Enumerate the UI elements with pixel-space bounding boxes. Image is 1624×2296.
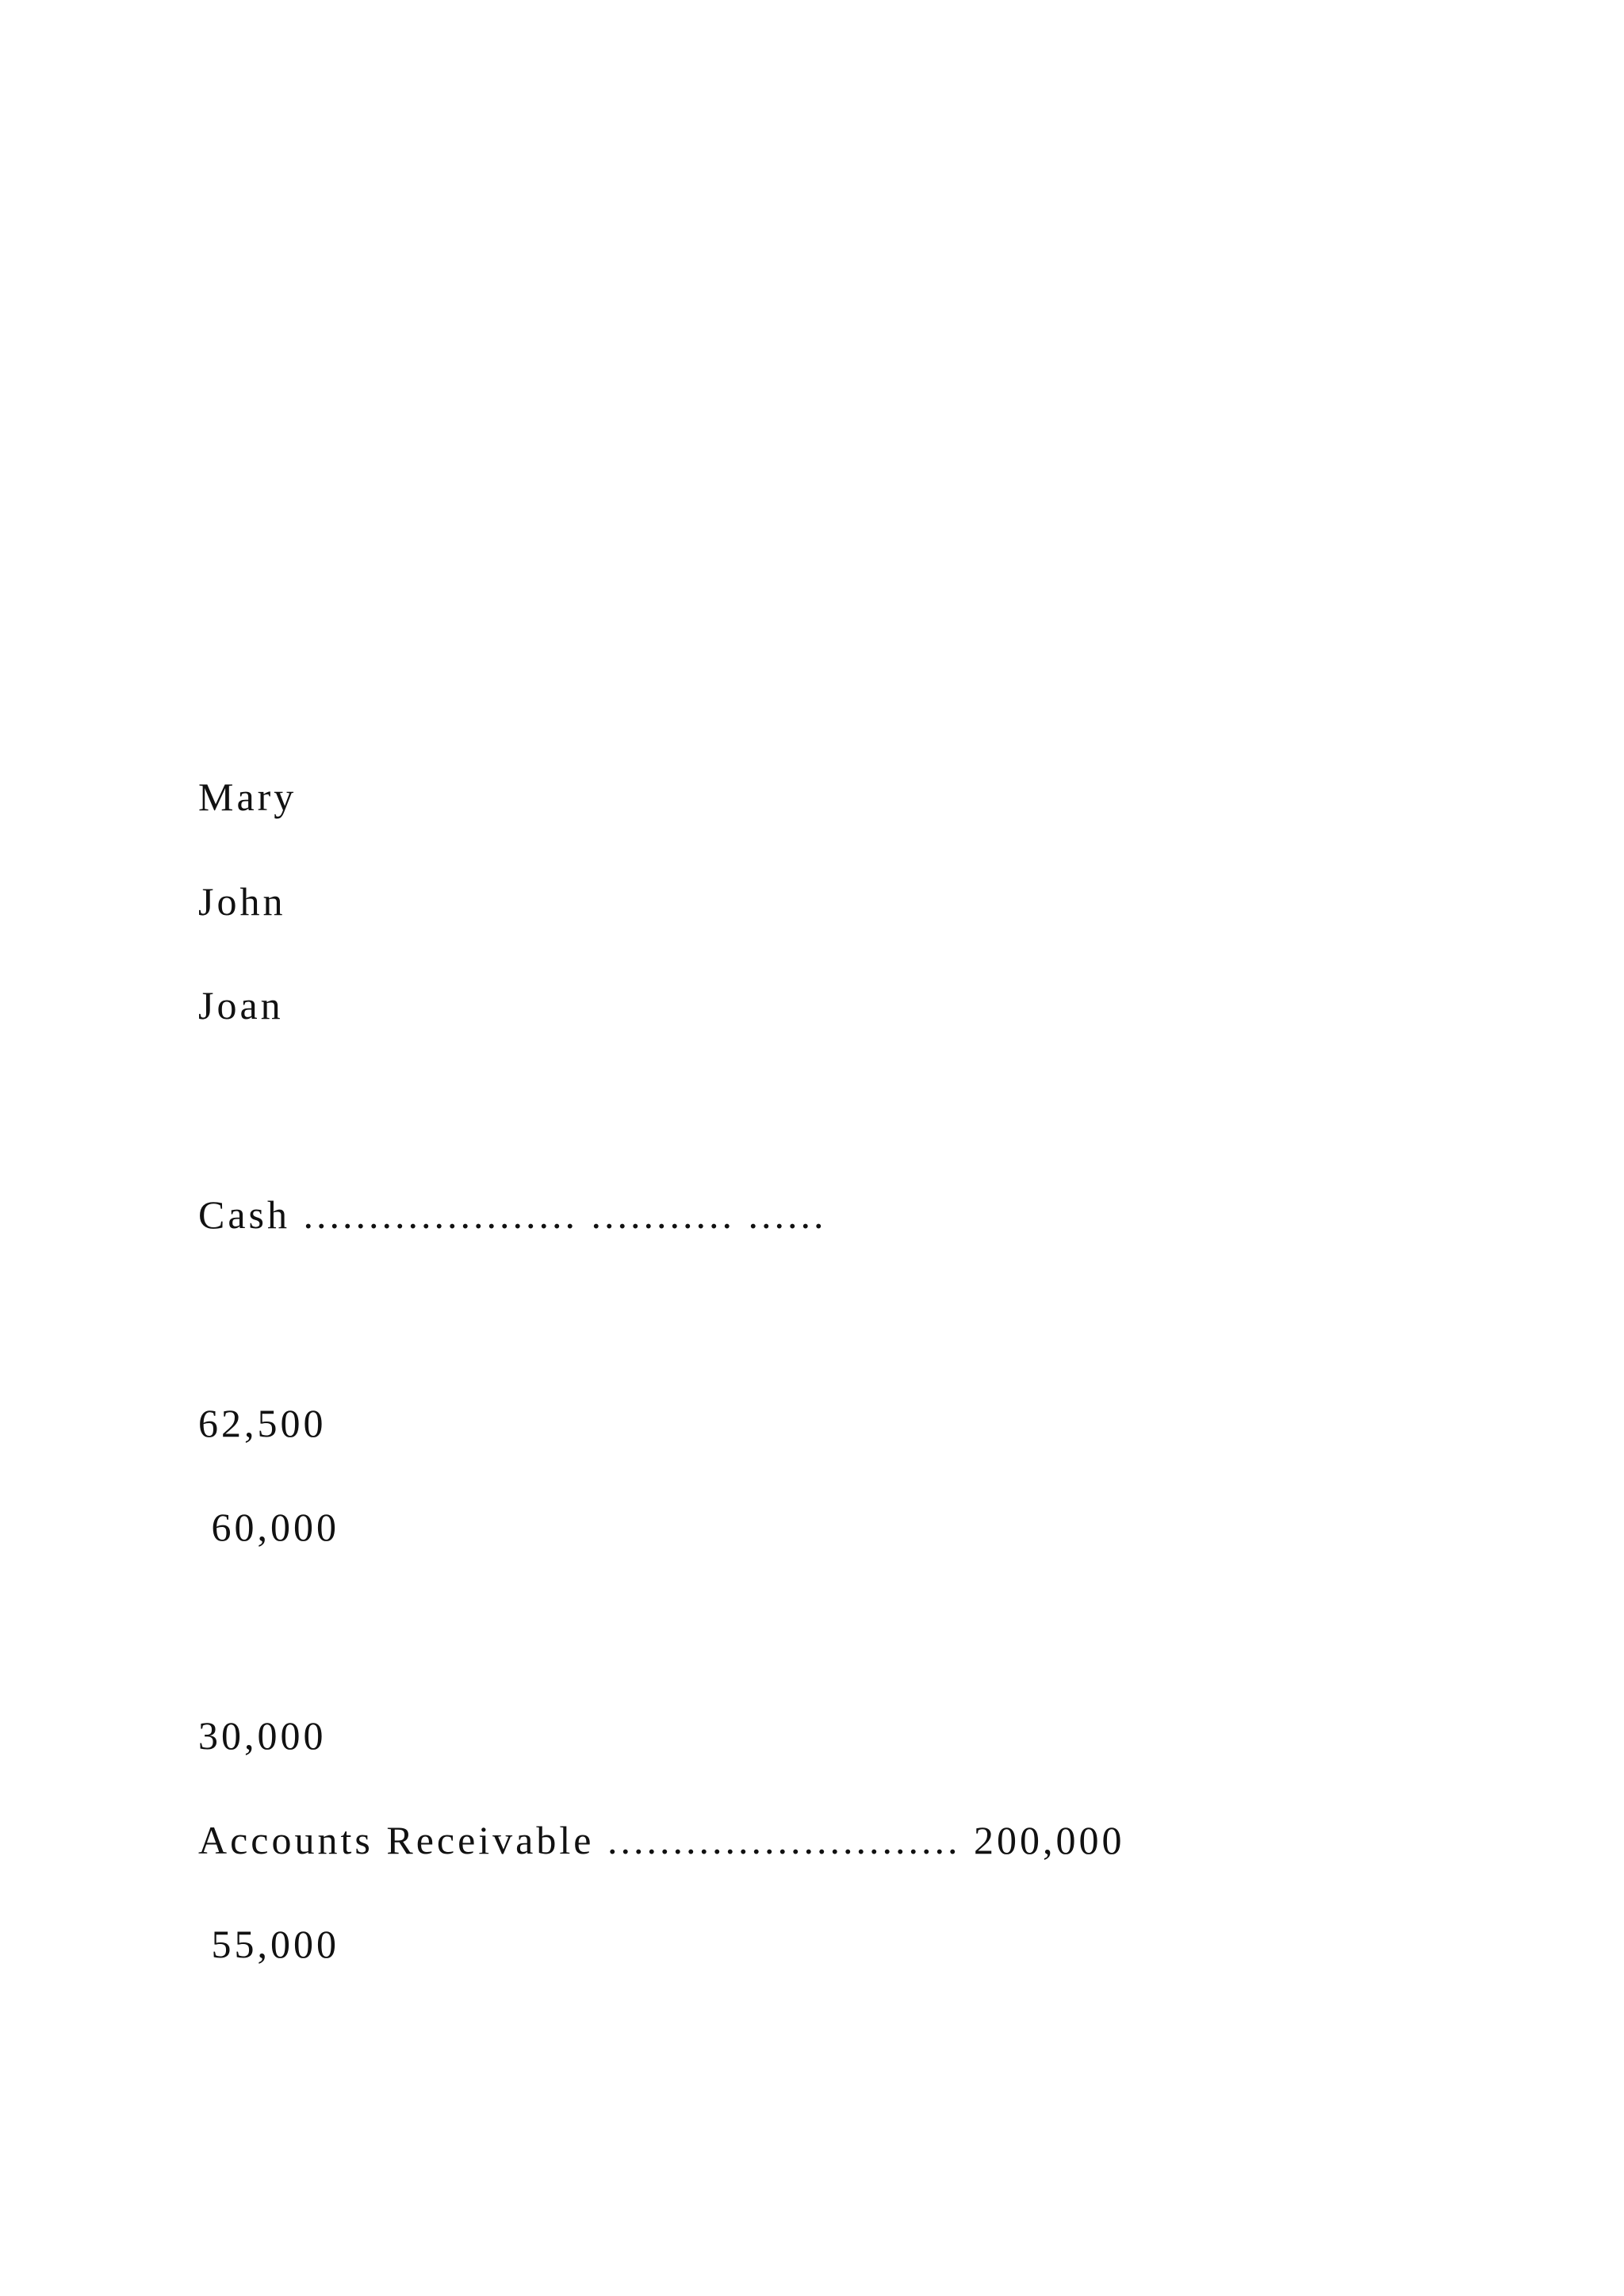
text-line-amount: 60,000 bbox=[198, 1505, 339, 1549]
text-line-amount: 55,000 bbox=[198, 1922, 339, 1966]
text-line-cash: Cash ..................... ........... ...... bbox=[198, 1192, 827, 1237]
text-line-amount: 62,500 bbox=[198, 1401, 327, 1445]
text-line-john: John bbox=[198, 879, 286, 924]
text-line-mary: Mary bbox=[198, 775, 297, 819]
text-line-amount: 30,000 bbox=[198, 1713, 327, 1758]
text-line-accounts-receivable: Accounts Receivable ........................... 200,000 bbox=[198, 1818, 1125, 1862]
text-line-joan: Joan bbox=[198, 983, 284, 1027]
